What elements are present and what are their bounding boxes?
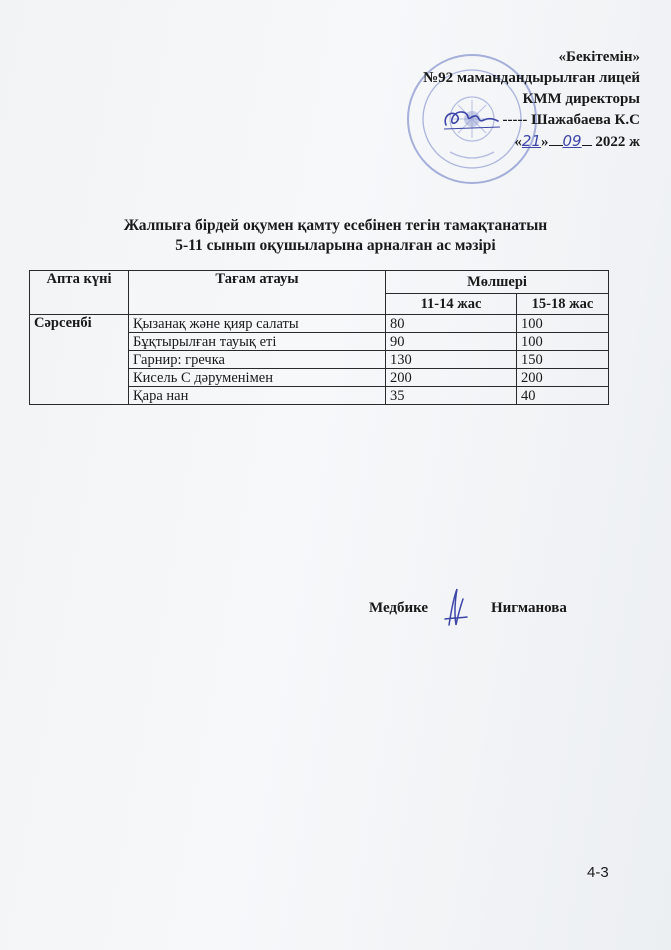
amount-11-14-cell: 130 xyxy=(386,351,517,369)
amount-11-14-cell: 80 xyxy=(386,315,517,333)
approval-heading: «Бекітемін» xyxy=(558,49,640,65)
dish-cell: Қызанақ және қияр салаты xyxy=(129,315,386,333)
approval-organization: №92 мамандандырылған лицей xyxy=(423,70,640,86)
amount-11-14-cell: 35 xyxy=(386,387,517,405)
nurse-name: Нигманова xyxy=(491,600,567,616)
amount-11-14-cell: 200 xyxy=(386,369,517,387)
page-number: 4-3 xyxy=(587,864,609,881)
amount-15-18-cell: 40 xyxy=(517,387,609,405)
amount-15-18-cell: 100 xyxy=(517,333,609,351)
date-year: 2022 ж xyxy=(595,134,640,150)
document-title xyxy=(0,216,671,256)
date-close-quote: » xyxy=(541,134,549,150)
approval-position: КММ директоры xyxy=(522,91,640,107)
director-signature xyxy=(440,103,502,135)
dish-cell: Кисель С дәруменімен xyxy=(129,369,386,387)
dish-cell: Бұқтырылған тауық еті xyxy=(129,333,386,351)
approval-block xyxy=(423,47,640,153)
amount-15-18-cell: 150 xyxy=(517,351,609,369)
amount-15-18-cell: 100 xyxy=(517,315,609,333)
nurse-role-label: Медбике xyxy=(369,600,429,616)
header-age-11-14: 11-14 жас xyxy=(386,294,517,315)
header-age-15-18: 15-18 жас xyxy=(517,294,609,315)
header-amount: Мөлшері xyxy=(386,271,609,294)
amount-15-18-cell: 200 xyxy=(517,369,609,387)
header-day: Апта күні xyxy=(30,271,129,315)
dish-cell: Қара нан xyxy=(129,387,386,405)
title-line-2: 5-11 сынып оқушыларына арналған ас мәзірі xyxy=(175,237,496,254)
approval-director: ----- Шажабаева К.С xyxy=(502,112,640,128)
header-dish: Тағам атауы xyxy=(129,271,386,315)
nurse-signature xyxy=(441,585,469,629)
day-cell: Сәрсенбі xyxy=(30,315,129,405)
date-month: 09 xyxy=(562,132,582,150)
dish-cell: Гарнир: гречка xyxy=(129,351,386,369)
date-open-quote: « xyxy=(514,134,522,150)
date-day: 21 xyxy=(521,132,542,150)
amount-11-14-cell: 90 xyxy=(386,333,517,351)
table-row xyxy=(30,315,609,333)
menu-table xyxy=(29,270,609,405)
table-header-row xyxy=(30,271,609,294)
title-line-1: Жалпыға бірдей оқумен қамту есебінен тегін тамақтанатын xyxy=(123,217,548,234)
